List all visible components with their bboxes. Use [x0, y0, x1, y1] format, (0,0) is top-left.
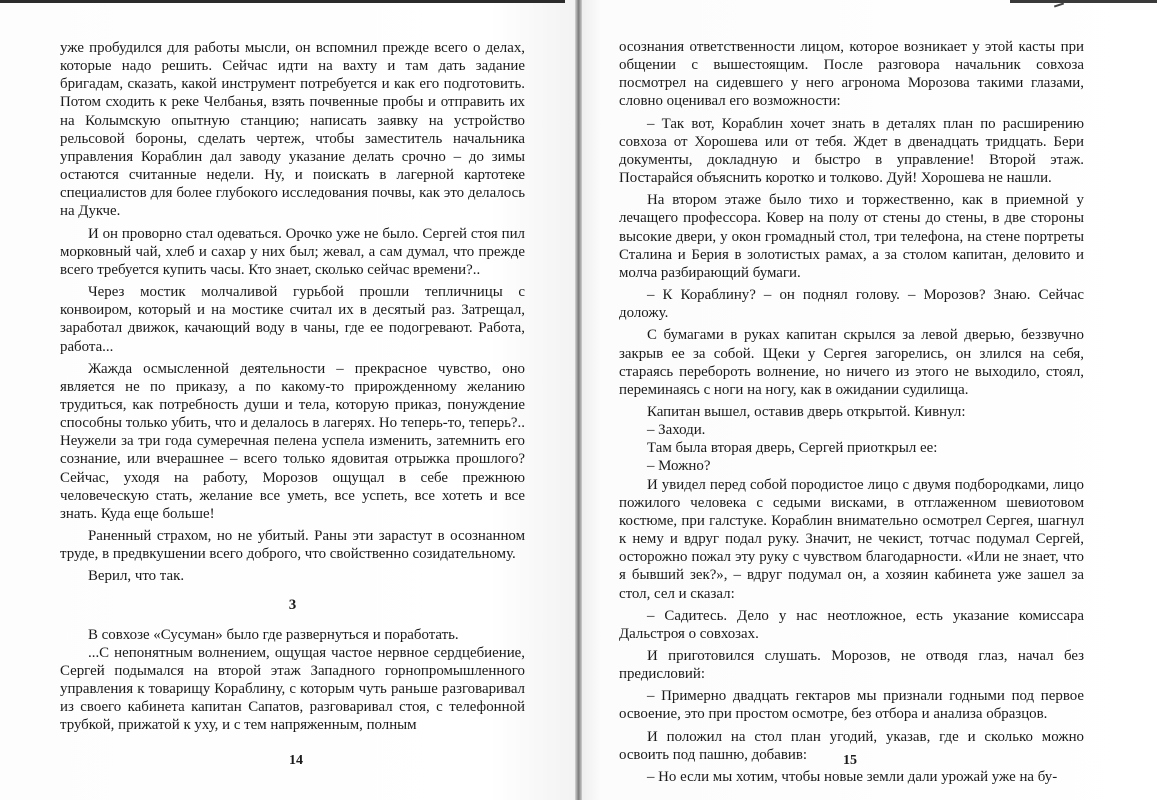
page-top-edge — [0, 0, 565, 3]
paragraph: С бумагами в руках капитан скрылся за левой дверью, беззвучно закрыв ее за собой. Щеки у Сергея загорелись, он злился на себя, стараясь перебороть волнение, но ничего из этого не выходило, стоял, переминаясь с ноги на ногу, как в ожидании судилища. — [619, 327, 1084, 398]
paragraph: И увидел перед собой породистое лицо с двумя подбородками, лицо пожилого человека с седыми висками, в отглаженном шевиотовом костюме, при галстуке. Кораблин внимательно осмотрел Сергея, шагнул к нему и вдруг подал руку. Значит, не чекист, тотчас подумал Сергей, осторожно пожал эту руку с чувством благодарности. «Или не знает, что я бывший зек?», – вдруг подумал он, а хозяин кабинета уже зашел за стол, сел и сказал: — [619, 476, 1084, 602]
paragraph: – Садитесь. Дело у нас неотложное, есть указание комиссара Дальстроя о совхозах. — [619, 607, 1084, 642]
page-number-left: 14 — [289, 753, 303, 768]
paragraph: И приготовился слушать. Морозов, не отводя глаз, начал без предисловий: — [619, 648, 1084, 683]
paragraph: уже пробудился для работы мысли, он вспомнил прежде всего о делах, которые надо решить. Сейчас идти на вахту и там дать задание бригадам, сказать, какой инструмент потребуется и как его подготовить. Потом сходить к реке Челбанья, взять почвенные пробы и отправить их на Колымскую опытную станцию; написать заявку на устройство рельсовой бороны, сделать чертеж, чтобы заместитель начальника управления Кораблин дал заводу указание делать срочно – до зимы остаются считанные недели. Ну, и поискать в лагерной картотеке специалистов для более глубокого исследования почвы, как это делалось на Дукче. — [60, 40, 525, 220]
paragraph: – К Кораблину? – он поднял голову. – Морозов? Знаю. Сейчас доложу. — [619, 287, 1084, 322]
paragraph: – Так вот, Кораблин хочет знать в деталях план по расширению совхоза от Хорошева или от тебя. Ждет в двенадцать тридцать. Бери документы, докладную и быстро в управление! Второй этаж. Постарайся объяснить коротко и толково. Дуй! Хорошева не нашли. — [619, 115, 1084, 187]
paragraph: Там была вторая дверь, Сергей приоткрыл ее: — [647, 440, 938, 457]
paragraph: ...С непонятным волнением, ощущая частое нервное сердцебиение, Сергей подымался на второй этаж Западного горнопромышленного управления к товарищу Кораблину, с которым чуть раньше разговаривал из своего кабинета капитан Сапатов, разговаривал стоя, с телефонной трубкой, прижатой к уху, и с тем напряженным, полным — [60, 644, 525, 734]
page-top-edge-right — [1010, 0, 1157, 3]
right-page — [578, 0, 1157, 800]
paragraph: Капитан вышел, оставив дверь открытой. Кивнул: — [647, 403, 966, 420]
paragraph: В совхозе «Сусуман» было где развернуться и поработать. — [88, 626, 459, 643]
paragraph: И он проворно стал одеваться. Орочко уже не было. Сергей стоя пил морковный чай, хлеб и сахар у них был; жевал, а сам думал, что прежде всего требуется купить часы. Кто знает, сколько сейчас времени?.. — [60, 225, 525, 278]
book-gutter — [575, 0, 582, 800]
paragraph: Через мостик молчаливой гурьбой прошли тепличницы с конвоиром, который и на мостике считал их в десятый раз. Затрещал, заработал движок, качающий воду в чаны, где ее подогревают. Работа, работа... — [60, 284, 525, 355]
paragraph: – Но если мы хотим, чтобы новые земли дали урожай уже на бу- — [647, 768, 1058, 785]
paragraph: – Примерно двадцать гектаров мы признали годными под первое освоение, это при простом осмотре, без отбора и анализа образцов. — [619, 688, 1084, 723]
paragraph: Жажда осмысленной деятельности – прекрасное чувство, оно является не по приказу, а по какому-то прирожденному желанию трудиться, как потребность души и тела, которую приказ, понуждение способны только убить, что и делалось в лагерях. Но теперь-то, теперь?.. Неужели за три года сумеречная пелена успела изменить, затемнить его сознание, или вчерашнее – всего только ядовитая отрыжка прошлого? Сейчас, уходя на работу, Морозов ощущал в себе прежнюю человеческую стать, желание все уметь, все успеть, все хотеть и все знать. Куда еще больше! — [60, 360, 525, 522]
paragraph: осознания ответственности лицом, которое возникает у этой касты при общении с вышестоящим. После разговора начальник совхоза посмотрел на сидевшего у него агронома Морозова такими глазами, словно оценивал его возможности: — [619, 39, 1084, 110]
left-page-text — [60, 39, 525, 739]
paragraph: Верил, что так. — [88, 568, 185, 585]
page-number-right: 15 — [843, 753, 857, 768]
paragraph: На втором этаже было тихо и торжественно, как в приемной у лечащего профессора. Ковер на полу от стены до стены, в две стороны высокие двери, у окон громадный стол, три телефона, на стене портреты Сталина и Берия в золотистых рамах, а за столом капитан, деловито и молча разбирающий бумаги. — [619, 192, 1084, 281]
right-page-text — [619, 38, 1084, 790]
chapter-number: 3 — [288, 596, 297, 613]
paragraph: И положил на стол план угодий, указав, где и сколько можно освоить под пашню, добавив: — [619, 728, 1084, 763]
paragraph: Раненный страхом, но не убитый. Раны эти зарастут в осознанном труде, в предвкушении всего доброго, что свойственно созидательному. — [60, 528, 525, 563]
paragraph: – Можно? — [647, 458, 711, 475]
paragraph: – Заходи. — [647, 422, 706, 439]
left-page — [0, 0, 578, 800]
